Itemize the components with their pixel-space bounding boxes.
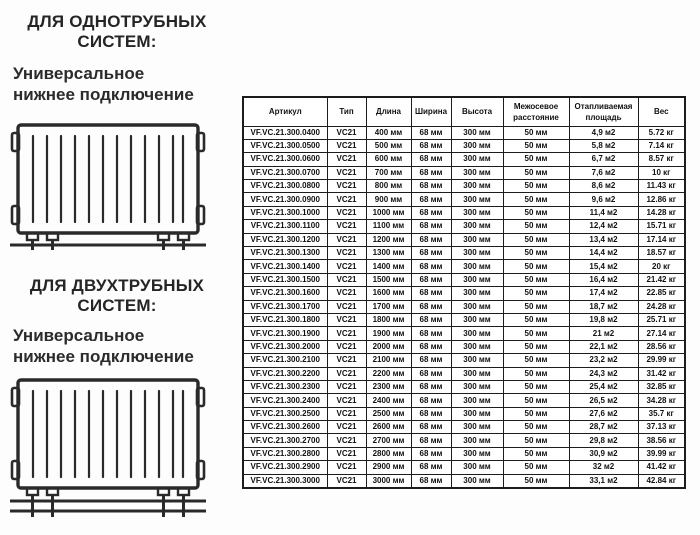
table-cell: 300 мм — [451, 354, 503, 367]
table-cell: VF.VC.21.300.2700 — [243, 434, 327, 447]
radiator-fins — [33, 391, 183, 477]
table-row — [243, 193, 685, 206]
table-cell: VF.VC.21.300.0700 — [243, 166, 327, 179]
table-cell: VF.VC.21.300.1600 — [243, 287, 327, 300]
table-cell: 68 мм — [411, 313, 451, 326]
table-cell: 50 мм — [503, 193, 569, 206]
table-cell: 17.14 кг — [638, 233, 685, 246]
table-cell: VC21 — [327, 367, 366, 380]
table-cell: 68 мм — [411, 407, 451, 420]
table-cell: 50 мм — [503, 461, 569, 474]
table-cell: 37.13 кг — [638, 421, 685, 434]
table-row — [243, 447, 685, 460]
table-cell: VF.VC.21.300.2100 — [243, 354, 327, 367]
table-row — [243, 461, 685, 474]
table-cell: VF.VC.21.300.0400 — [243, 126, 327, 139]
table-cell: 300 мм — [451, 380, 503, 393]
table-cell: 1500 мм — [366, 273, 411, 286]
table-cell: 16,4 м2 — [569, 273, 638, 286]
table-cell: 50 мм — [503, 447, 569, 460]
table-cell: 50 мм — [503, 354, 569, 367]
table-cell: VC21 — [327, 273, 366, 286]
table-cell: VC21 — [327, 340, 366, 353]
table-cell: VC21 — [327, 260, 366, 273]
table-cell: 68 мм — [411, 300, 451, 313]
table-cell: 29.99 кг — [638, 354, 685, 367]
table-cell: 6,7 м2 — [569, 153, 638, 166]
table-cell: VC21 — [327, 354, 366, 367]
table-cell: VC21 — [327, 327, 366, 340]
table-cell: 50 мм — [503, 407, 569, 420]
table-cell: VC21 — [327, 447, 366, 460]
table-cell: 19,8 м2 — [569, 313, 638, 326]
table-cell: VC21 — [327, 193, 366, 206]
table-cell: VF.VC.21.300.2900 — [243, 461, 327, 474]
table-cell: VF.VC.21.300.3000 — [243, 474, 327, 488]
table-cell: VC21 — [327, 407, 366, 420]
table-cell: 1200 мм — [366, 233, 411, 246]
table-cell: 68 мм — [411, 180, 451, 193]
single-pipe-title-line1: ДЛЯ ОДНОТРУБНЫХ — [27, 12, 207, 31]
table-cell: 50 мм — [503, 367, 569, 380]
table-cell: 25,4 м2 — [569, 380, 638, 393]
table-row — [243, 421, 685, 434]
table-cell: 50 мм — [503, 434, 569, 447]
table-row — [243, 354, 685, 367]
table-cell: 17,4 м2 — [569, 287, 638, 300]
table-cell: 2900 мм — [366, 461, 411, 474]
table-cell: 500 мм — [366, 139, 411, 152]
table-cell: 27.14 кг — [638, 327, 685, 340]
table-cell: 2100 мм — [366, 354, 411, 367]
table-cell: 31.42 кг — [638, 367, 685, 380]
table-cell: 50 мм — [503, 233, 569, 246]
table-cell: 68 мм — [411, 126, 451, 139]
table-cell: 300 мм — [451, 340, 503, 353]
table-cell: 1000 мм — [366, 206, 411, 219]
table-cell: 24.28 кг — [638, 300, 685, 313]
table-cell: 20 кг — [638, 260, 685, 273]
table-cell: 39.99 кг — [638, 447, 685, 460]
table-cell: 24,3 м2 — [569, 367, 638, 380]
table-cell: 2400 мм — [366, 394, 411, 407]
table-cell: 15,4 м2 — [569, 260, 638, 273]
table-cell: VC21 — [327, 287, 366, 300]
side-connection-tabs — [12, 133, 204, 224]
table-cell: 68 мм — [411, 139, 451, 152]
table-cell: VC21 — [327, 394, 366, 407]
table-cell: 68 мм — [411, 354, 451, 367]
table-row — [243, 434, 685, 447]
table-cell: 14.28 кг — [638, 206, 685, 219]
table-cell: VF.VC.21.300.1400 — [243, 260, 327, 273]
table-cell: 300 мм — [451, 193, 503, 206]
table-cell: 7.14 кг — [638, 139, 685, 152]
column-header: Отапливаемая площадь — [569, 97, 638, 126]
table-cell: 68 мм — [411, 166, 451, 179]
table-cell: VF.VC.21.300.2400 — [243, 394, 327, 407]
single-pipe-subtitle-line1: Универсальное — [13, 64, 145, 83]
table-cell: VF.VC.21.300.2500 — [243, 407, 327, 420]
table-cell: 18.57 кг — [638, 247, 685, 260]
table-cell: 300 мм — [451, 180, 503, 193]
table-cell: 12.86 кг — [638, 193, 685, 206]
table-row — [243, 220, 685, 233]
table-cell: 68 мм — [411, 394, 451, 407]
table-row — [243, 380, 685, 393]
table-cell: 42.84 кг — [638, 474, 685, 488]
table-cell: 300 мм — [451, 421, 503, 434]
radiator-fins — [33, 136, 183, 222]
table-cell: VF.VC.21.300.2200 — [243, 367, 327, 380]
table-cell: 68 мм — [411, 193, 451, 206]
table-row — [243, 313, 685, 326]
table-cell: VC21 — [327, 153, 366, 166]
column-header: Высота — [451, 97, 503, 126]
table-cell: 28,7 м2 — [569, 421, 638, 434]
table-cell: 50 мм — [503, 126, 569, 139]
table-cell: 300 мм — [451, 206, 503, 219]
table-row — [243, 407, 685, 420]
table-cell: VF.VC.21.300.0600 — [243, 153, 327, 166]
table-cell: 1800 мм — [366, 313, 411, 326]
table-cell: 14,4 м2 — [569, 247, 638, 260]
left-panel — [0, 0, 238, 535]
table-cell: VF.VC.21.300.1300 — [243, 247, 327, 260]
bottom-connectors — [27, 233, 189, 250]
table-cell: 41.42 кг — [638, 461, 685, 474]
table-cell: 300 мм — [451, 139, 503, 152]
table-cell: VF.VC.21.300.0900 — [243, 193, 327, 206]
table-row — [243, 367, 685, 380]
table-cell: 50 мм — [503, 287, 569, 300]
table-cell: 5,8 м2 — [569, 139, 638, 152]
table-cell: 50 мм — [503, 300, 569, 313]
table-cell: VF.VC.21.300.1800 — [243, 313, 327, 326]
table-cell: 1900 мм — [366, 327, 411, 340]
column-header: Артикул — [243, 97, 327, 126]
table-cell: 68 мм — [411, 247, 451, 260]
side-connection-tabs — [12, 388, 204, 479]
table-row — [243, 340, 685, 353]
table-row — [243, 166, 685, 179]
table-cell: VF.VC.21.300.2600 — [243, 421, 327, 434]
table-cell: VF.VC.21.300.1100 — [243, 220, 327, 233]
table-cell: 300 мм — [451, 247, 503, 260]
table-cell: 15.71 кг — [638, 220, 685, 233]
table-cell: 68 мм — [411, 421, 451, 434]
table-cell: 50 мм — [503, 273, 569, 286]
table-cell: VF.VC.21.300.2800 — [243, 447, 327, 460]
table-cell: 400 мм — [366, 126, 411, 139]
table-cell: 50 мм — [503, 153, 569, 166]
table-cell: 300 мм — [451, 220, 503, 233]
table-cell: VF.VC.21.300.1700 — [243, 300, 327, 313]
table-row — [243, 139, 685, 152]
table-cell: 50 мм — [503, 421, 569, 434]
table-cell: 68 мм — [411, 220, 451, 233]
column-header: Тип — [327, 97, 366, 126]
table-cell: 1400 мм — [366, 260, 411, 273]
table-cell: 300 мм — [451, 407, 503, 420]
single-pipe-section-title — [4, 12, 230, 52]
table-cell: VC21 — [327, 206, 366, 219]
table-cell: 28.56 кг — [638, 340, 685, 353]
table-cell: 18,7 м2 — [569, 300, 638, 313]
single-pipe-title-line2: СИСТЕМ: — [77, 32, 157, 51]
single-pipe-subtitle — [13, 63, 233, 105]
table-row — [243, 260, 685, 273]
table-cell: 300 мм — [451, 327, 503, 340]
table-cell: 35.7 кг — [638, 407, 685, 420]
table-cell: 50 мм — [503, 139, 569, 152]
single-pipe-subtitle-line2: нижнее подключение — [13, 85, 194, 104]
table-cell: 2800 мм — [366, 447, 411, 460]
table-cell: 50 мм — [503, 340, 569, 353]
table-cell: VC21 — [327, 233, 366, 246]
table-cell: VC21 — [327, 166, 366, 179]
table-cell: VC21 — [327, 461, 366, 474]
table-cell: 26,5 м2 — [569, 394, 638, 407]
table-cell: 34.28 кг — [638, 394, 685, 407]
table-cell: 68 мм — [411, 461, 451, 474]
table-cell: VC21 — [327, 247, 366, 260]
table-row — [243, 180, 685, 193]
table-cell: VF.VC.21.300.1500 — [243, 273, 327, 286]
column-header: Вес — [638, 97, 685, 126]
table-cell: 8.57 кг — [638, 153, 685, 166]
table-cell: 68 мм — [411, 434, 451, 447]
table-cell: 300 мм — [451, 447, 503, 460]
table-cell: 68 мм — [411, 474, 451, 488]
table-cell: VC21 — [327, 434, 366, 447]
table-row — [243, 273, 685, 286]
table-cell: 50 мм — [503, 220, 569, 233]
table-cell: VC21 — [327, 421, 366, 434]
table-cell: 300 мм — [451, 461, 503, 474]
table-cell: 300 мм — [451, 367, 503, 380]
column-header: Межосевое расстояние — [503, 97, 569, 126]
table-cell: 50 мм — [503, 180, 569, 193]
table-cell: 29,8 м2 — [569, 434, 638, 447]
table-row — [243, 300, 685, 313]
table-cell: 32 м2 — [569, 461, 638, 474]
two-pipe-subtitle — [13, 325, 233, 367]
table-cell: VC21 — [327, 380, 366, 393]
table-cell: VF.VC.21.300.2300 — [243, 380, 327, 393]
table-cell: VC21 — [327, 126, 366, 139]
table-cell: 800 мм — [366, 180, 411, 193]
table-cell: 2300 мм — [366, 380, 411, 393]
table-cell: 50 мм — [503, 474, 569, 488]
table-cell: 50 мм — [503, 380, 569, 393]
table-cell: 2600 мм — [366, 421, 411, 434]
table-cell: 22,1 м2 — [569, 340, 638, 353]
table-cell: 600 мм — [366, 153, 411, 166]
table-cell: 12,4 м2 — [569, 220, 638, 233]
table-cell: 8,6 м2 — [569, 180, 638, 193]
table-cell: VF.VC.21.300.0500 — [243, 139, 327, 152]
table-cell: 1600 мм — [366, 287, 411, 300]
table-cell: 300 мм — [451, 313, 503, 326]
table-cell: 68 мм — [411, 447, 451, 460]
table-cell: 300 мм — [451, 474, 503, 488]
table-cell: 300 мм — [451, 166, 503, 179]
table-cell: 300 мм — [451, 434, 503, 447]
table-cell: VC21 — [327, 300, 366, 313]
table-cell: 68 мм — [411, 273, 451, 286]
table-cell: 50 мм — [503, 394, 569, 407]
table-cell: 300 мм — [451, 233, 503, 246]
table-cell: 10 кг — [638, 166, 685, 179]
table-cell: 68 мм — [411, 260, 451, 273]
table-cell: 68 мм — [411, 367, 451, 380]
table-cell: 23,2 м2 — [569, 354, 638, 367]
table-row — [243, 153, 685, 166]
table-cell: 300 мм — [451, 300, 503, 313]
table-cell: 68 мм — [411, 206, 451, 219]
two-pipe-subtitle-line2: нижнее подключение — [13, 347, 194, 366]
spec-table-body — [243, 126, 685, 488]
table-cell: 32.85 кг — [638, 380, 685, 393]
table-cell: 50 мм — [503, 327, 569, 340]
table-cell: 300 мм — [451, 260, 503, 273]
table-cell: 2000 мм — [366, 340, 411, 353]
table-cell: 68 мм — [411, 380, 451, 393]
table-cell: 68 мм — [411, 340, 451, 353]
table-cell: 27,6 м2 — [569, 407, 638, 420]
table-cell: VF.VC.21.300.2000 — [243, 340, 327, 353]
table-row — [243, 126, 685, 139]
table-cell: VC21 — [327, 220, 366, 233]
table-cell: 50 мм — [503, 166, 569, 179]
table-cell: VF.VC.21.300.1900 — [243, 327, 327, 340]
two-pipe-title-line2: СИСТЕМ: — [77, 296, 157, 315]
table-cell: 4,9 м2 — [569, 126, 638, 139]
table-cell: 21 м2 — [569, 327, 638, 340]
table-cell: 300 мм — [451, 273, 503, 286]
table-cell: 22.85 кг — [638, 287, 685, 300]
table-cell: 2700 мм — [366, 434, 411, 447]
table-cell: 33,1 м2 — [569, 474, 638, 488]
table-cell: 1300 мм — [366, 247, 411, 260]
table-cell: 13,4 м2 — [569, 233, 638, 246]
table-cell: 9,6 м2 — [569, 193, 638, 206]
table-cell: 50 мм — [503, 206, 569, 219]
table-cell: 21.42 кг — [638, 273, 685, 286]
table-cell: 50 мм — [503, 247, 569, 260]
two-pipe-section-title — [4, 276, 230, 316]
table-cell: 300 мм — [451, 394, 503, 407]
radiator-spec-table — [242, 96, 686, 489]
table-cell: 11.43 кг — [638, 180, 685, 193]
table-cell: 3000 мм — [366, 474, 411, 488]
spec-table-head-row — [243, 97, 685, 126]
table-cell: 300 мм — [451, 126, 503, 139]
table-cell: 900 мм — [366, 193, 411, 206]
radiator-diagram-two-pipe — [8, 370, 214, 522]
column-header: Ширина — [411, 97, 451, 126]
table-cell: 11,4 м2 — [569, 206, 638, 219]
table-cell: 25.71 кг — [638, 313, 685, 326]
table-cell: 7,6 м2 — [569, 166, 638, 179]
column-header: Длина — [366, 97, 411, 126]
table-cell: 38.56 кг — [638, 434, 685, 447]
two-pipe-subtitle-line1: Универсальное — [13, 326, 145, 345]
table-row — [243, 233, 685, 246]
table-cell: 50 мм — [503, 313, 569, 326]
table-cell: VC21 — [327, 313, 366, 326]
table-cell: 5.72 кг — [638, 126, 685, 139]
table-row — [243, 394, 685, 407]
table-cell: VC21 — [327, 139, 366, 152]
table-cell: VC21 — [327, 474, 366, 488]
table-cell: 30,9 м2 — [569, 447, 638, 460]
table-cell: 68 мм — [411, 153, 451, 166]
table-cell: 300 мм — [451, 287, 503, 300]
table-cell: 68 мм — [411, 287, 451, 300]
table-cell: 68 мм — [411, 233, 451, 246]
table-cell: 1700 мм — [366, 300, 411, 313]
table-cell: 50 мм — [503, 260, 569, 273]
table-cell: 68 мм — [411, 327, 451, 340]
table-row — [243, 247, 685, 260]
table-cell: VC21 — [327, 180, 366, 193]
radiator-diagram-single-pipe — [8, 108, 214, 254]
table-row — [243, 327, 685, 340]
table-cell: 2200 мм — [366, 367, 411, 380]
table-row — [243, 474, 685, 488]
table-cell: 1100 мм — [366, 220, 411, 233]
table-row — [243, 287, 685, 300]
table-cell: 700 мм — [366, 166, 411, 179]
table-cell: 2500 мм — [366, 407, 411, 420]
table-cell: VF.VC.21.300.1200 — [243, 233, 327, 246]
table-cell: VF.VC.21.300.0800 — [243, 180, 327, 193]
table-cell: 300 мм — [451, 153, 503, 166]
table-row — [243, 206, 685, 219]
table-cell: VF.VC.21.300.1000 — [243, 206, 327, 219]
two-pipe-title-line1: ДЛЯ ДВУХТРУБНЫХ — [29, 276, 205, 295]
